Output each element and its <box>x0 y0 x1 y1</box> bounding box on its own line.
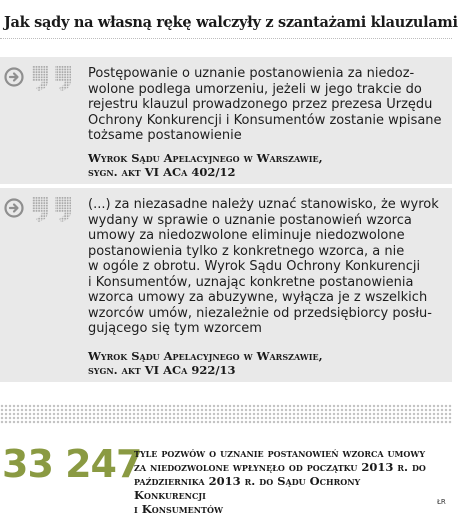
quote-marks-icon <box>30 194 76 224</box>
quote-panel-1 <box>0 57 452 184</box>
quote-citation: Wyrok Sądu Apelacyjnego w Warszawie, sygn. akt VI ACa 402/12 <box>88 151 323 179</box>
arrow-right-circle-icon <box>4 198 24 218</box>
quote-citation: Wyrok Sądu Apelacyjnego w Warszawie, sygn. akt VI ACa 922/13 <box>88 349 323 377</box>
stat-caption: tyle pozwów o uznanie postanowień wzorca umowy za niedozwolone wpłynęło od początku 2013 r. do października 2013 r. do Sądu Ochrony Konkurencji i Konsumentów <box>134 446 426 516</box>
stat-number: 33 247 <box>2 442 142 486</box>
author-credit: ŁR <box>437 498 446 506</box>
arrow-right-circle-icon <box>4 67 24 87</box>
quote-text: Postępowanie o uznanie postanowienia za niedoz- wolone podlega umorzeniu, jeżeli w jego trakcie do rejestru klauzul prowadzonego przez prezesa Urzędu Ochrony Konkurencji i Konsumentów zostanie wpisane tożsame postanowienie <box>88 66 442 143</box>
title-divider <box>0 38 452 39</box>
quote-marks-icon <box>30 63 76 93</box>
page-title: Jak sądy na własną rękę walczyły z szantażami klauzulami <box>4 14 458 31</box>
quote-text: (...) za niezasadne należy uznać stanowisko, że wyrok wydany w sprawie o uznanie postanowień wzorca umowy za niedozwolone eliminuje niedozwolone postanowienia tylko z konkretnego wzorca, a nie w ogóle z obrotu. Wyrok Sądu Ochrony Konkurencji i Konsumentów, uznając konkretne postanowienia wzorca umowy za abuzywne, wyłącza je z wszelkich wzorców umów, niezależnie od przedsiębiorcy posłu- gującego się tym wzorcem <box>88 197 439 336</box>
quote-panel-2 <box>0 188 452 382</box>
dotted-divider <box>0 404 452 424</box>
